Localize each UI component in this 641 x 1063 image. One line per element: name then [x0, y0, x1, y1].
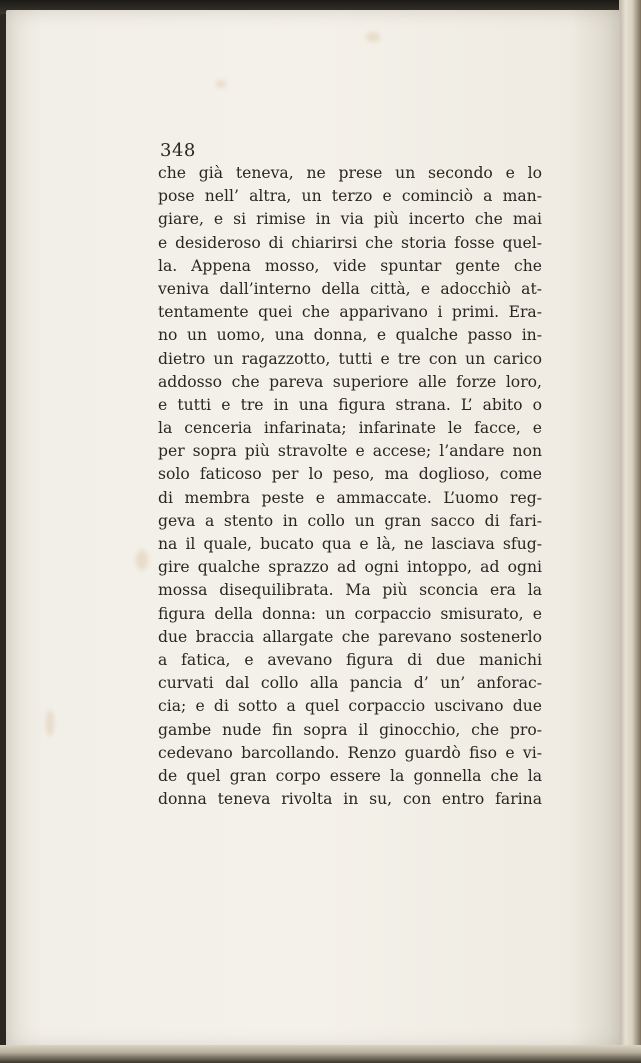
text-line: due braccia allargate che parevano sostenerlo	[158, 627, 542, 646]
text-line: mossa disequilibrata. Ma più sconcia era la	[158, 581, 542, 600]
text-line: tentamente quei che apparivano i primi. Era-	[158, 303, 542, 322]
text-line: curvati dal collo alla pancia d’ un’ anforac-	[158, 674, 542, 693]
text-line: giare, e si rimise in via più incerto che mai	[158, 210, 542, 229]
book-edge-bottom	[0, 1045, 641, 1063]
text-line: figura della donna: un corpaccio smisurato, e	[158, 604, 542, 623]
text-line: addosso che pareva superiore alle forze loro,	[158, 372, 542, 391]
text-line: la cenceria infarinata; infarinate le facce, e	[158, 419, 542, 438]
foxing-spot	[136, 550, 148, 570]
text-line: dietro un ragazzotto, tutti e tre con un carico	[158, 349, 542, 368]
text-line: no un uomo, una donna, e qualche passo in-	[158, 326, 542, 345]
text-line: cia; e di sotto a quel corpaccio uscivano due	[158, 697, 542, 716]
text-line: la. Appena mosso, vide spuntar gente che	[158, 256, 542, 275]
book-edge-right	[619, 0, 641, 1063]
foxing-spot	[216, 80, 226, 88]
text-line: gire qualche sprazzo ad ogni intoppo, ad ogni	[158, 558, 542, 577]
text-line: gambe nude fin sopra il ginocchio, che pro-	[158, 720, 542, 739]
text-line: cedevano barcollando. Renzo guardò fiso e vi-	[158, 743, 542, 762]
page-text-block	[158, 140, 542, 811]
text-line: geva a stento in collo un gran sacco di fari-	[158, 511, 542, 530]
text-line: donna teneva rivolta in su, con entro farina	[158, 790, 542, 809]
text-line: di membra peste e ammaccate. L’uomo reg-	[158, 488, 542, 507]
text-line: veniva dall’interno della città, e adocchiò at-	[158, 279, 542, 298]
text-line: solo faticoso per lo peso, ma doglioso, come	[158, 465, 542, 484]
text-line: pose nell’ altra, un terzo e cominciò a man-	[158, 187, 542, 206]
foxing-spot	[366, 32, 380, 42]
text-line: per sopra più stravolte e accese; l’andare non	[158, 442, 542, 461]
text-line: e tutti e tre in una figura strana. L’ abito o	[158, 395, 542, 414]
text-line: e desideroso di chiarirsi che storia fosse quel-	[158, 233, 542, 252]
foxing-spot	[46, 710, 54, 736]
page-number: 348	[160, 140, 196, 161]
text-line: na il quale, bucato qua e là, ne lasciava sfug-	[158, 535, 542, 553]
text-line: de quel gran corpo essere la gonnella che la	[158, 766, 542, 785]
text-line: che già teneva, ne prese un secondo e lo	[158, 164, 542, 182]
text-line: a fatica, e avevano figura di due manichi	[158, 650, 542, 669]
